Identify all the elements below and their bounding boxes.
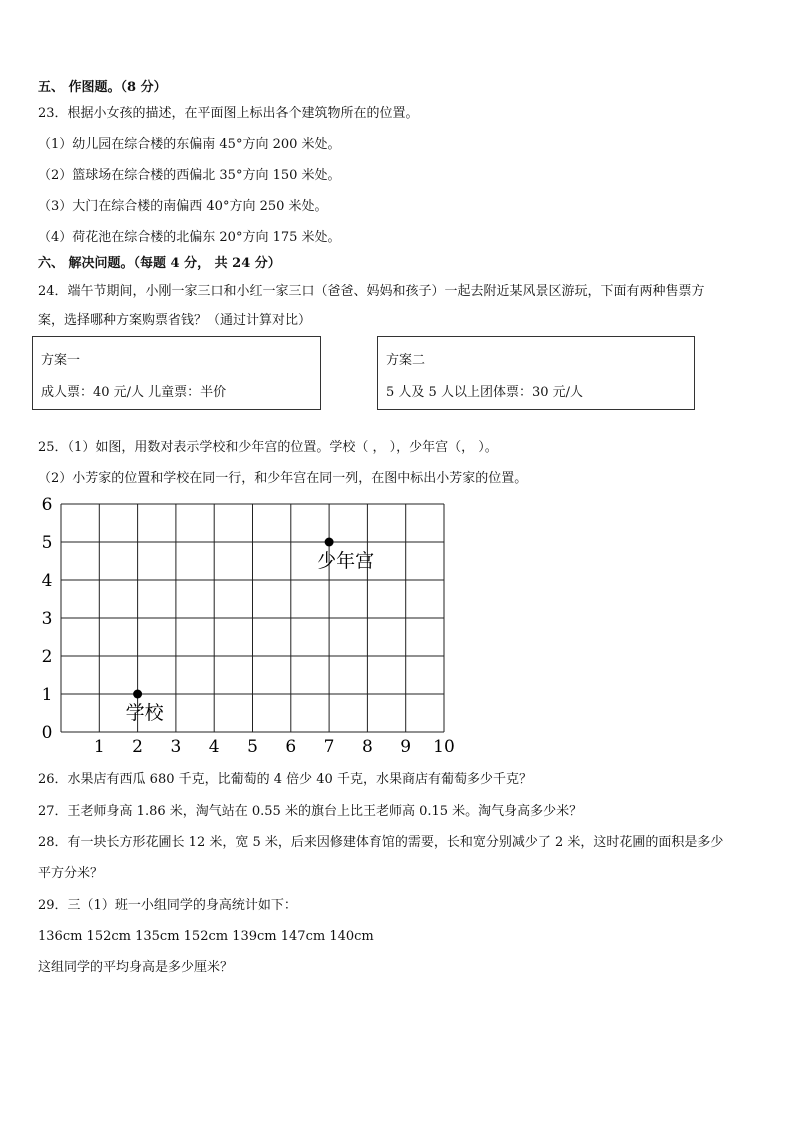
- point-marker: [325, 538, 334, 547]
- question-23-item-4: （4）荷花池在综合楼的北偏东 20°方向 175 米处。: [38, 230, 341, 245]
- plan-one-title: 方案一: [41, 353, 81, 368]
- plan-two-detail: 5 人及 5 人以上团体票：30 元/人: [386, 385, 583, 400]
- plan-one-box: [32, 336, 321, 410]
- point-label: 学校: [125, 702, 164, 724]
- plan-two-box: [377, 336, 695, 410]
- coordinate-grid: [30, 492, 470, 757]
- y-tick-label: 6: [41, 495, 53, 515]
- x-tick-label: 10: [433, 737, 455, 757]
- y-tick-label: 4: [41, 571, 53, 591]
- point-label: 少年宫: [317, 550, 375, 572]
- x-tick-label: 9: [400, 737, 412, 757]
- question-23-stem: 23．根据小女孩的描述，在平面图上标出各个建筑物所在的位置。: [38, 106, 419, 121]
- x-tick-label: 1: [93, 737, 105, 757]
- plan-two-title: 方案二: [386, 353, 426, 368]
- x-tick-label: 6: [285, 737, 297, 757]
- question-29-question: 这组同学的平均身高是多少厘米？: [38, 960, 234, 975]
- question-26: 26．水果店有西瓜 680 千克，比葡萄的 4 倍少 40 千克，水果商店有葡萄多少千克？: [38, 772, 532, 787]
- question-25-part-2: （2）小芳家的位置和学校在同一行，和少年宫在同一列，在图中标出小芳家的位置。: [38, 471, 528, 486]
- question-24-line-1: 24．端午节期间，小刚一家三口和小红一家三口（爸爸、妈妈和孩子）一起去附近某风景区游玩，下面有两种售票方: [38, 284, 705, 299]
- y-tick-label: 5: [41, 533, 53, 553]
- question-25-part-1: 25．（1）如图，用数对表示学校和少年宫的位置。学校（ ， ），少年宫（， ）。: [38, 440, 498, 455]
- question-24-line-2: 案，选择哪种方案购票省钱？（通过计算对比）: [38, 313, 312, 328]
- y-tick-label: 3: [41, 609, 53, 629]
- question-23-item-1: （1）幼儿园在综合楼的东偏南 45°方向 200 米处。: [38, 137, 341, 152]
- y-tick-label: 1: [41, 685, 53, 705]
- y-tick-label: 2: [41, 647, 53, 667]
- x-tick-label: 4: [208, 737, 220, 757]
- x-tick-label: 5: [247, 737, 258, 757]
- section-6-heading: 六、 解决问题。（每题 4 分， 共 24 分）: [38, 256, 281, 271]
- question-29-stem: 29．三（1）班一小组同学的身高统计如下：: [38, 898, 297, 913]
- x-tick-label: 8: [361, 737, 373, 757]
- x-tick-label: 7: [323, 737, 335, 757]
- question-23-item-2: （2）篮球场在综合楼的西偏北 35°方向 150 米处。: [38, 168, 341, 183]
- question-27: 27．王老师身高 1.86 米，淘气站在 0.55 米的旗台上比王老师高 0.15 米。淘气身高多少米？: [38, 804, 583, 819]
- x-tick-label: 3: [170, 737, 182, 757]
- point-marker: [133, 690, 142, 699]
- question-28-line-2: 平方分米？: [38, 866, 104, 881]
- section-5-heading: 五、 作图题。（8 分）: [38, 80, 167, 95]
- question-28-line-1: 28．有一块长方形花圃长 12 米，宽 5 米，后来因修建体育馆的需要，长和宽分别减少了 2 米，这时花圃的面积是多少: [38, 835, 724, 850]
- question-29-data: 136cm 152cm 135cm 152cm 139cm 147cm 140cm: [38, 929, 374, 944]
- y-tick-label: 0: [41, 723, 53, 743]
- x-tick-label: 2: [132, 737, 144, 757]
- plan-one-detail: 成人票：40 元/人 儿童票：半价: [41, 385, 227, 400]
- question-23-item-3: （3）大门在综合楼的南偏西 40°方向 250 米处。: [38, 199, 328, 214]
